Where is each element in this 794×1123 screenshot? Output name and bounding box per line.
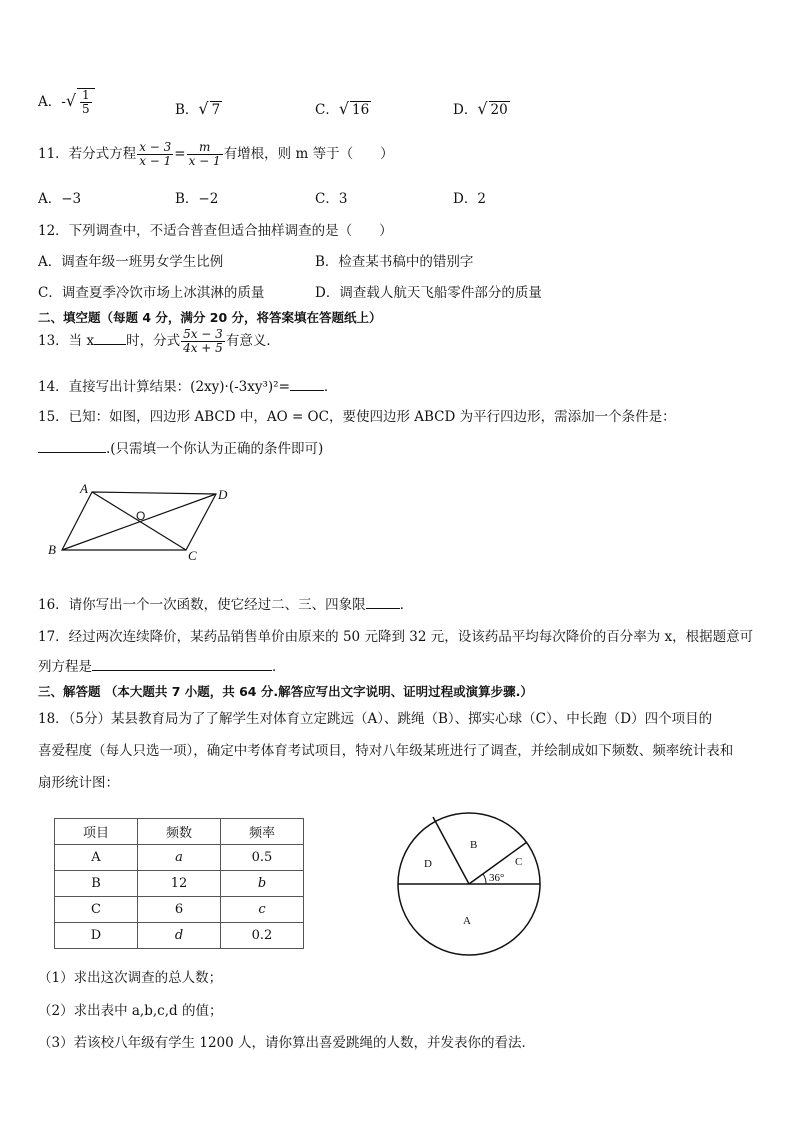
q12-stem: 12．下列调查中，不适合普查但适合抽样调查的是（ ） (38, 223, 393, 239)
q11-frac2-den: x − 1 (188, 154, 221, 168)
table-cell: 12 (138, 871, 221, 897)
q16-text: 16．请你写出一个一次函数，使它经过二、三、四象限 (38, 597, 366, 613)
label-a: A (80, 481, 88, 496)
label-o: O (136, 509, 146, 523)
label-c: C (188, 548, 197, 563)
parallelogram-figure (40, 478, 240, 568)
q14-text: 14．直接写出计算结果：(2xy)·(-3xy³)²= (38, 379, 290, 395)
table-cell: A (55, 845, 138, 871)
q14-blank (290, 378, 324, 391)
table-cell: 6 (138, 897, 221, 923)
q15-line1: 15．已知：如图，四边形 ABCD 中，AO = OC，要使四边形 ABCD 为平行四边形，需添加一个条件是： (38, 409, 676, 425)
q11-option-c: C．3 (315, 191, 348, 207)
q11-frac1-num: x − 3 (139, 140, 172, 154)
q13-blank (94, 332, 126, 345)
sqrt-sign: √ (198, 99, 209, 118)
pie-label-a: A (463, 915, 471, 927)
q10-option-c (315, 98, 371, 118)
pie-label-d: D (424, 858, 432, 870)
pie-label-b: B (470, 839, 478, 851)
q18-line3: 扇形统计图： (38, 775, 119, 791)
q10-option-a-letter: A．- (38, 94, 66, 110)
pie-label-c: C (515, 856, 523, 868)
angle-arc (483, 874, 486, 884)
q13-mid: 时，分式 (126, 333, 181, 349)
q11-prefix: 11．若分式方程 (38, 146, 137, 162)
q10-d-radicand: 20 (490, 102, 508, 118)
q18-sub1: （1）求出这次调查的总人数； (38, 970, 223, 986)
table-cell: c (221, 897, 304, 923)
table-row (55, 871, 304, 897)
q18-line2: 喜爱程度（每人只选一项），确定中考体育考试项目，特对八年级某班进行了调查，并绘制成如下频数、频率统计表和 (38, 743, 734, 759)
table-cell: a (138, 845, 221, 871)
q13 (38, 328, 280, 355)
q11-suffix: 有增根，则 m 等于（ ） (223, 146, 394, 162)
q15-blank (38, 440, 106, 453)
q17-blank (92, 658, 272, 671)
table-header-cell: 频率 (221, 819, 304, 845)
q10-option-b (175, 98, 222, 118)
q12-option-d: D．调查载人航天飞船零件部分的质量 (315, 285, 542, 301)
table-cell: b (221, 871, 304, 897)
q12-option-c: C．调查夏季冷饮市场上冰淇淋的质量 (38, 285, 265, 301)
sqrt-sign: √ (477, 99, 488, 118)
frequency-table (54, 818, 304, 949)
pie-chart-figure (394, 812, 546, 958)
q11-option-b: B．−2 (175, 191, 219, 207)
q11-stem (38, 141, 394, 168)
q16-blank (366, 596, 400, 609)
q13-den: 4x + 5 (183, 341, 223, 355)
table-row (55, 897, 304, 923)
q15-line2-text: .(只需填一个你认为正确的条件即可) (106, 441, 324, 457)
table-row (55, 923, 304, 949)
table-row (55, 845, 304, 871)
table-cell: C (55, 897, 138, 923)
sqrt-sign: √ (65, 91, 77, 110)
q14 (38, 375, 337, 395)
q10-option-b-letter: B． (175, 102, 199, 118)
q18-sub2: （2）求出表中 a,b,c,d 的值； (38, 1003, 223, 1019)
section-3-heading: 三、解答题 （本大题共 7 小题，共 64 分.解答应写出文字说明、证明过程或演算步骤.） (38, 684, 533, 699)
table-cell: 0.2 (221, 923, 304, 949)
table-cell: D (55, 923, 138, 949)
q11-option-d: D．2 (453, 191, 486, 207)
q17-line2-prefix: 列方程是 (38, 659, 92, 675)
table-header-row (55, 819, 304, 845)
q11-frac1-den: x − 1 (139, 154, 172, 168)
q18-line1: 18．（5分）某县教育局为了了解学生对体育立定跳远（A）、跳绳（B）、掷实心球（C）、中长跑（D）四个项目的 (38, 711, 713, 727)
table-cell: B (55, 871, 138, 897)
q10-option-d-letter: D． (453, 102, 478, 118)
section-2-heading: 二、填空题（每题 4 分，满分 20 分，将答案填在答题纸上） (38, 310, 382, 325)
q10-a-den: 5 (82, 102, 90, 116)
q11-equals: = (174, 146, 186, 162)
q14-end: ． (323, 379, 338, 395)
q18-sub3: （3）若该校八年级有学生 1200 人，请你算出喜爱跳绳的人数，并发表你的看法． (38, 1035, 536, 1051)
q11-option-a: A．−3 (38, 191, 82, 207)
q10-option-c-letter: C． (315, 102, 339, 118)
q13-num: 5x − 3 (183, 327, 223, 341)
q15-line2 (38, 437, 323, 457)
table-cell: 0.5 (221, 845, 304, 871)
q16 (38, 593, 413, 613)
q13-suffix: 有意义． (225, 333, 280, 349)
q12-option-b: B．检查某书稿中的错别字 (315, 254, 474, 270)
q10-option-d (453, 98, 510, 118)
pie-angle-label: 36° (489, 872, 505, 884)
sqrt-sign: √ (338, 99, 350, 118)
label-b: B (48, 542, 56, 557)
q13-prefix: 13．当 x (38, 333, 95, 349)
q10-option-a (38, 88, 95, 116)
q17-line2-end: ． (272, 659, 286, 675)
q16-end: ． (399, 597, 414, 613)
q10-b-radicand: 7 (211, 102, 221, 118)
table-header-cell: 项目 (55, 819, 138, 845)
q11-frac2-num: m (187, 141, 223, 155)
q12-option-a: A．调查年级一班男女学生比例 (38, 254, 224, 270)
pie-divider-b-d (433, 817, 469, 884)
q10-c-radicand: 16 (352, 102, 370, 118)
table-cell: d (138, 923, 221, 949)
q17-line1: 17．经过两次连续降价，某药品销售单价由原来的 50 元降到 32 元，设该药品平均每次降价的百分率为 x，根据题意可 (38, 629, 754, 645)
q17-line2 (38, 655, 286, 675)
q10-a-num: 1 (82, 88, 90, 102)
table-header-cell: 频数 (138, 819, 221, 845)
label-d: D (218, 487, 228, 502)
